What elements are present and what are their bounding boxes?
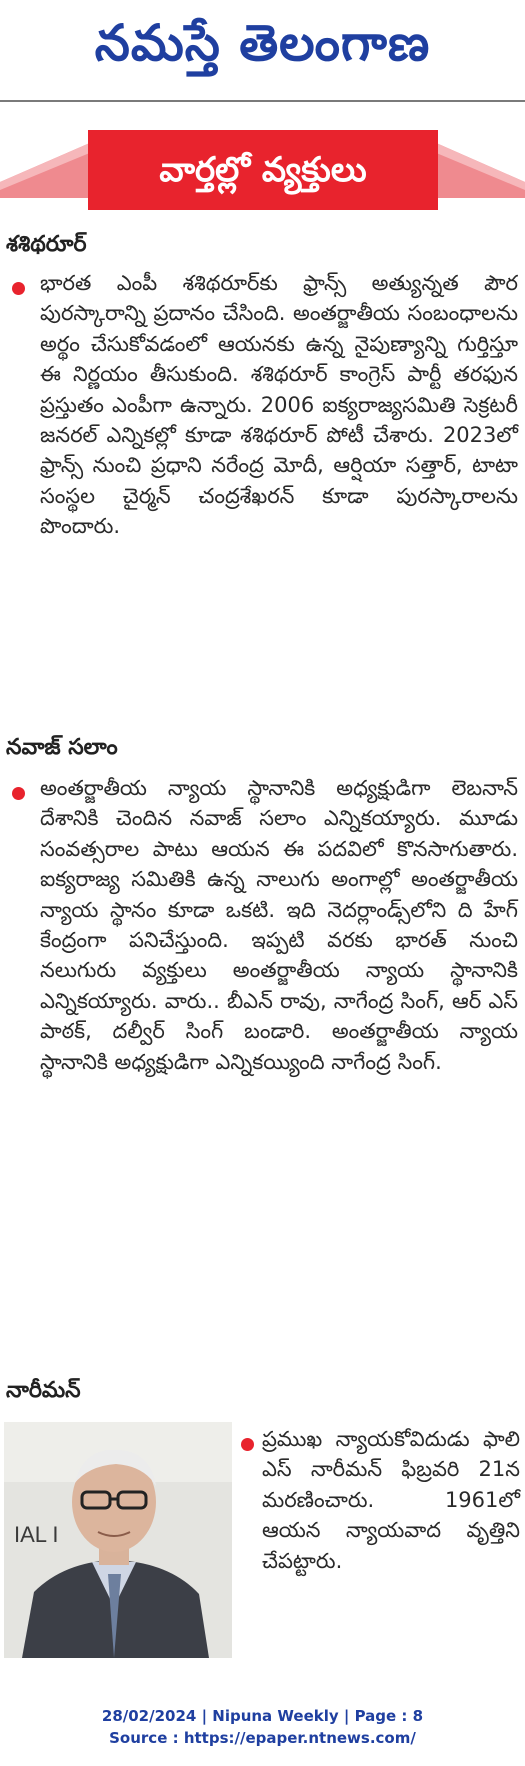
bullet-icon [12,787,25,800]
banner-right-wing-icon [434,142,525,198]
article-paragraph-tharoor: భారత ఎంపీ శశిథరూర్‌కు ఫ్రాన్స్ అత్యున్నత పౌర పురస్కారాన్ని ప్రదానం చేసింది. అంతర్జాతీయ సంబంధాలను అర్థం చేసుకోవడంలో ఆయనకు ఉన్న నైపుణ్యాన్ని గుర్తిస్తూ ఈ నిర్ణయం తీసుకుంది. శశిథరూర్ కాంగ్రెస్ పార్టీ తరఫున ప్రస్తుతం ఎంపీగా ఉన్నారు. 2006 ఐక్యరాజ్యసమితి సెక్రటరీ జనరల్ ఎన్నికల్లో కూడా శశిథరూర్ పోటీ చేశారు. 2023లో ఫ్రాన్స్ నుంచి ప్రధాని నరేంద్ర మోదీ, ఆర్షియా సత్తార్, టాటా సంస్థల చైర్మన్ చంద్రశేఖరన్ కూడా పురస్కారాలను పొందారు. [40,271,518,539]
masthead [0,0,525,96]
section-title-nariman: నారీమన్ [6,1378,81,1403]
section-title-tharoor: శశిథరూర్ [6,232,87,257]
banner-left-wing-icon [0,142,92,198]
bullet-icon [241,1438,254,1451]
article-paragraph-nariman: ప్రముఖ న్యాయకోవిదుడు ఫాలి ఎస్ నారీమన్ ఫిబ్రవరి 21న మరణించారు. 1961లో ఆయన న్యాయవాద వృత్తిని చేపట్టారు. [262,1427,520,1573]
bullet-icon [12,282,25,295]
portrait-photo [4,1422,232,1658]
divider [0,100,525,102]
backdrop-text: IAL I [14,1522,59,1547]
footer-source: Source : https://epaper.ntnews.com/ [109,1729,416,1747]
newspaper-logo: నమస్తే తెలంగాణ [94,14,431,72]
section-banner [0,130,525,210]
article-paragraph-nawaf-salam: అంతర్జాతీయ న్యాయ స్థానానికి అధ్యక్షుడిగా లెబనాన్ దేశానికి చెందిన నవాజ్ సలాం ఎన్నికయ్యారు. మూడు సంవత్సరాల పాటు ఆయన ఈ పదవిలో కొనసాగుతారు. ఐక్యరాజ్య సమితికి ఉన్న నాలుగు అంగాల్లో అంతర్జాతీయ న్యాయ స్థానం కూడా ఒకటి. ఇది నెదర్లాండ్స్‌లోని ది హేగ్ కేంద్రంగా పనిచేస్తుంది. ఇప్పటి వరకు భారత్ నుంచి నలుగురు వ్యక్తులు అంతర్జాతీయ న్యాయ స్థానానికి ఎన్నికయ్యారు. వారు.. బీఎన్ రావు, నాగేంద్ర సింగ్, ఆర్ ఎస్ పాఠక్, దల్వీర్ సింగ్ బండారి. అంతర్జాతీయ న్యాయ స్థానానికి అధ్యక్షుడిగా ఎన్నికయ్యింది నాగేంద్ర సింగ్. [40,776,518,1074]
section-title-nawaf-salam: నవాజ్ సలాం [6,735,118,760]
footer-date-page: 28/02/2024 | Nipuna Weekly | Page : 8 [101,1707,424,1725]
banner-title: వార్తల్లో వ్యక్తులు [159,150,367,190]
